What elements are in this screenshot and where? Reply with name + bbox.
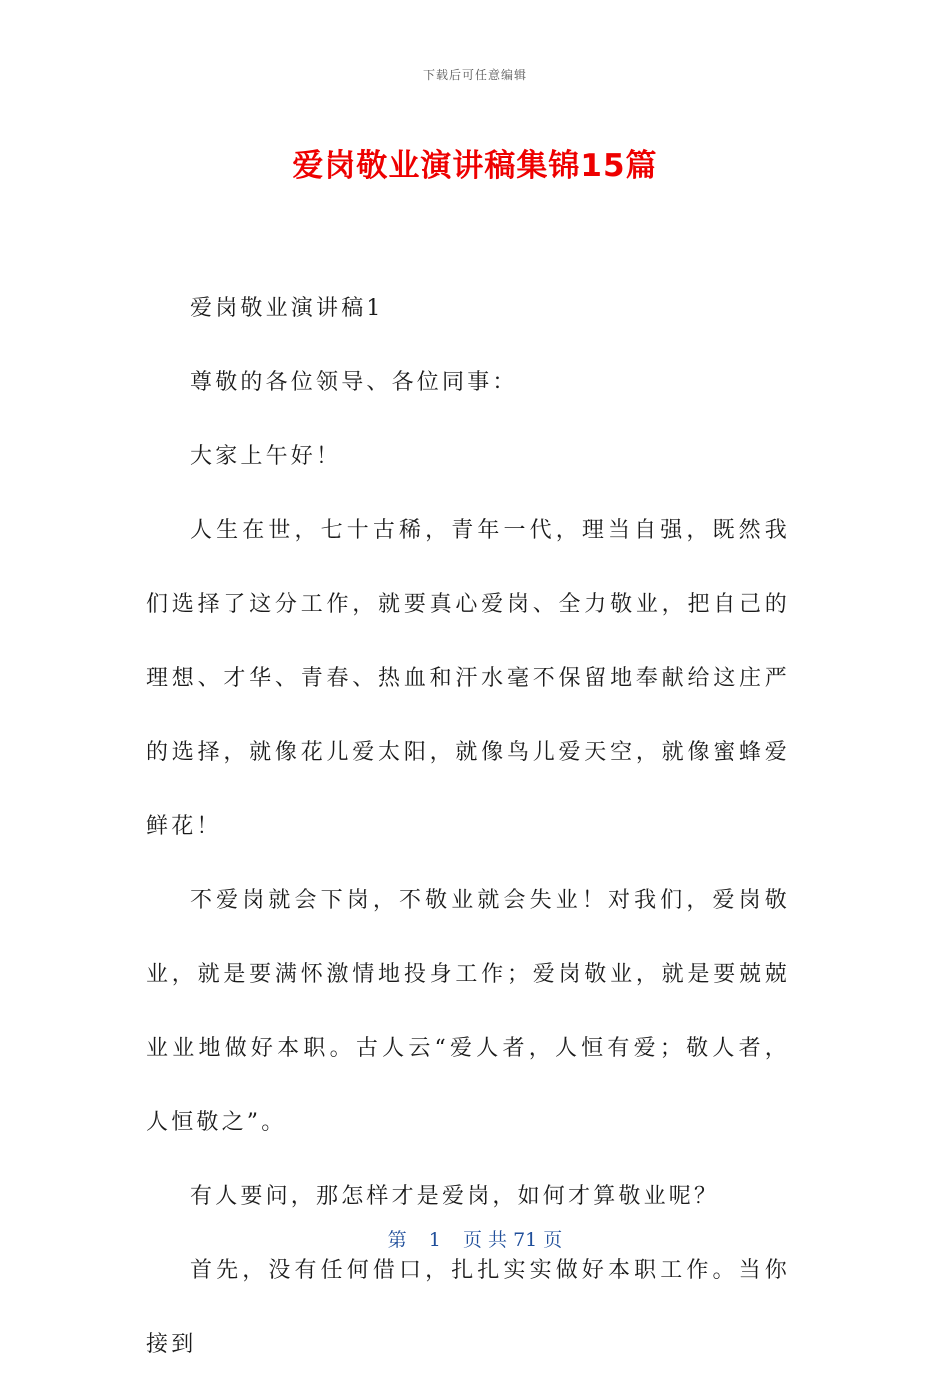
- footer-total-pages: 71: [513, 1229, 538, 1251]
- paragraph-body: 首先，没有任何借口，扎扎实实做好本职工作。当你接到: [146, 1258, 790, 1357]
- paragraph-body: 不爱岗就会下岗，不敬业就会失业！对我们，爱岗敬业，就是要满怀激情地投身工作；爱岗敬业，就是要兢兢业业地做好本职。古人云“爱人者，人恒有爱；敬人者，人恒敬之”。: [146, 888, 790, 1135]
- header-note: 下载后可任意编辑: [422, 68, 527, 82]
- paragraph-speech-heading: 爱岗敬业演讲稿1: [190, 296, 384, 321]
- footer-mid: 页 共: [462, 1229, 508, 1251]
- paragraph-salutation: 尊敬的各位领导、各位同事：: [190, 370, 518, 395]
- page-footer: [0, 1225, 950, 1252]
- paragraph-greeting: 大家上午好！: [190, 444, 342, 469]
- footer-suffix: 页: [543, 1229, 563, 1251]
- paragraph-body: 有人要问，那怎样才是爱岗，如何才算敬业呢？: [190, 1184, 720, 1209]
- document-body: [146, 272, 790, 1382]
- document-title: 爱岗敬业演讲稿集锦15篇: [292, 148, 658, 184]
- footer-prefix: 第: [387, 1229, 407, 1251]
- paragraph-body: 人生在世，七十古稀，青年一代，理当自强，既然我们选择了这分工作，就要真心爱岗、全力敬业，把自己的理想、才华、青春、热血和汗水毫不保留地奉献给这庄严的选择，就像花儿爱太阳，就像鸟儿爱天空，就像蜜蜂爱鲜花！: [146, 518, 790, 839]
- footer-current-page: 1: [428, 1229, 441, 1251]
